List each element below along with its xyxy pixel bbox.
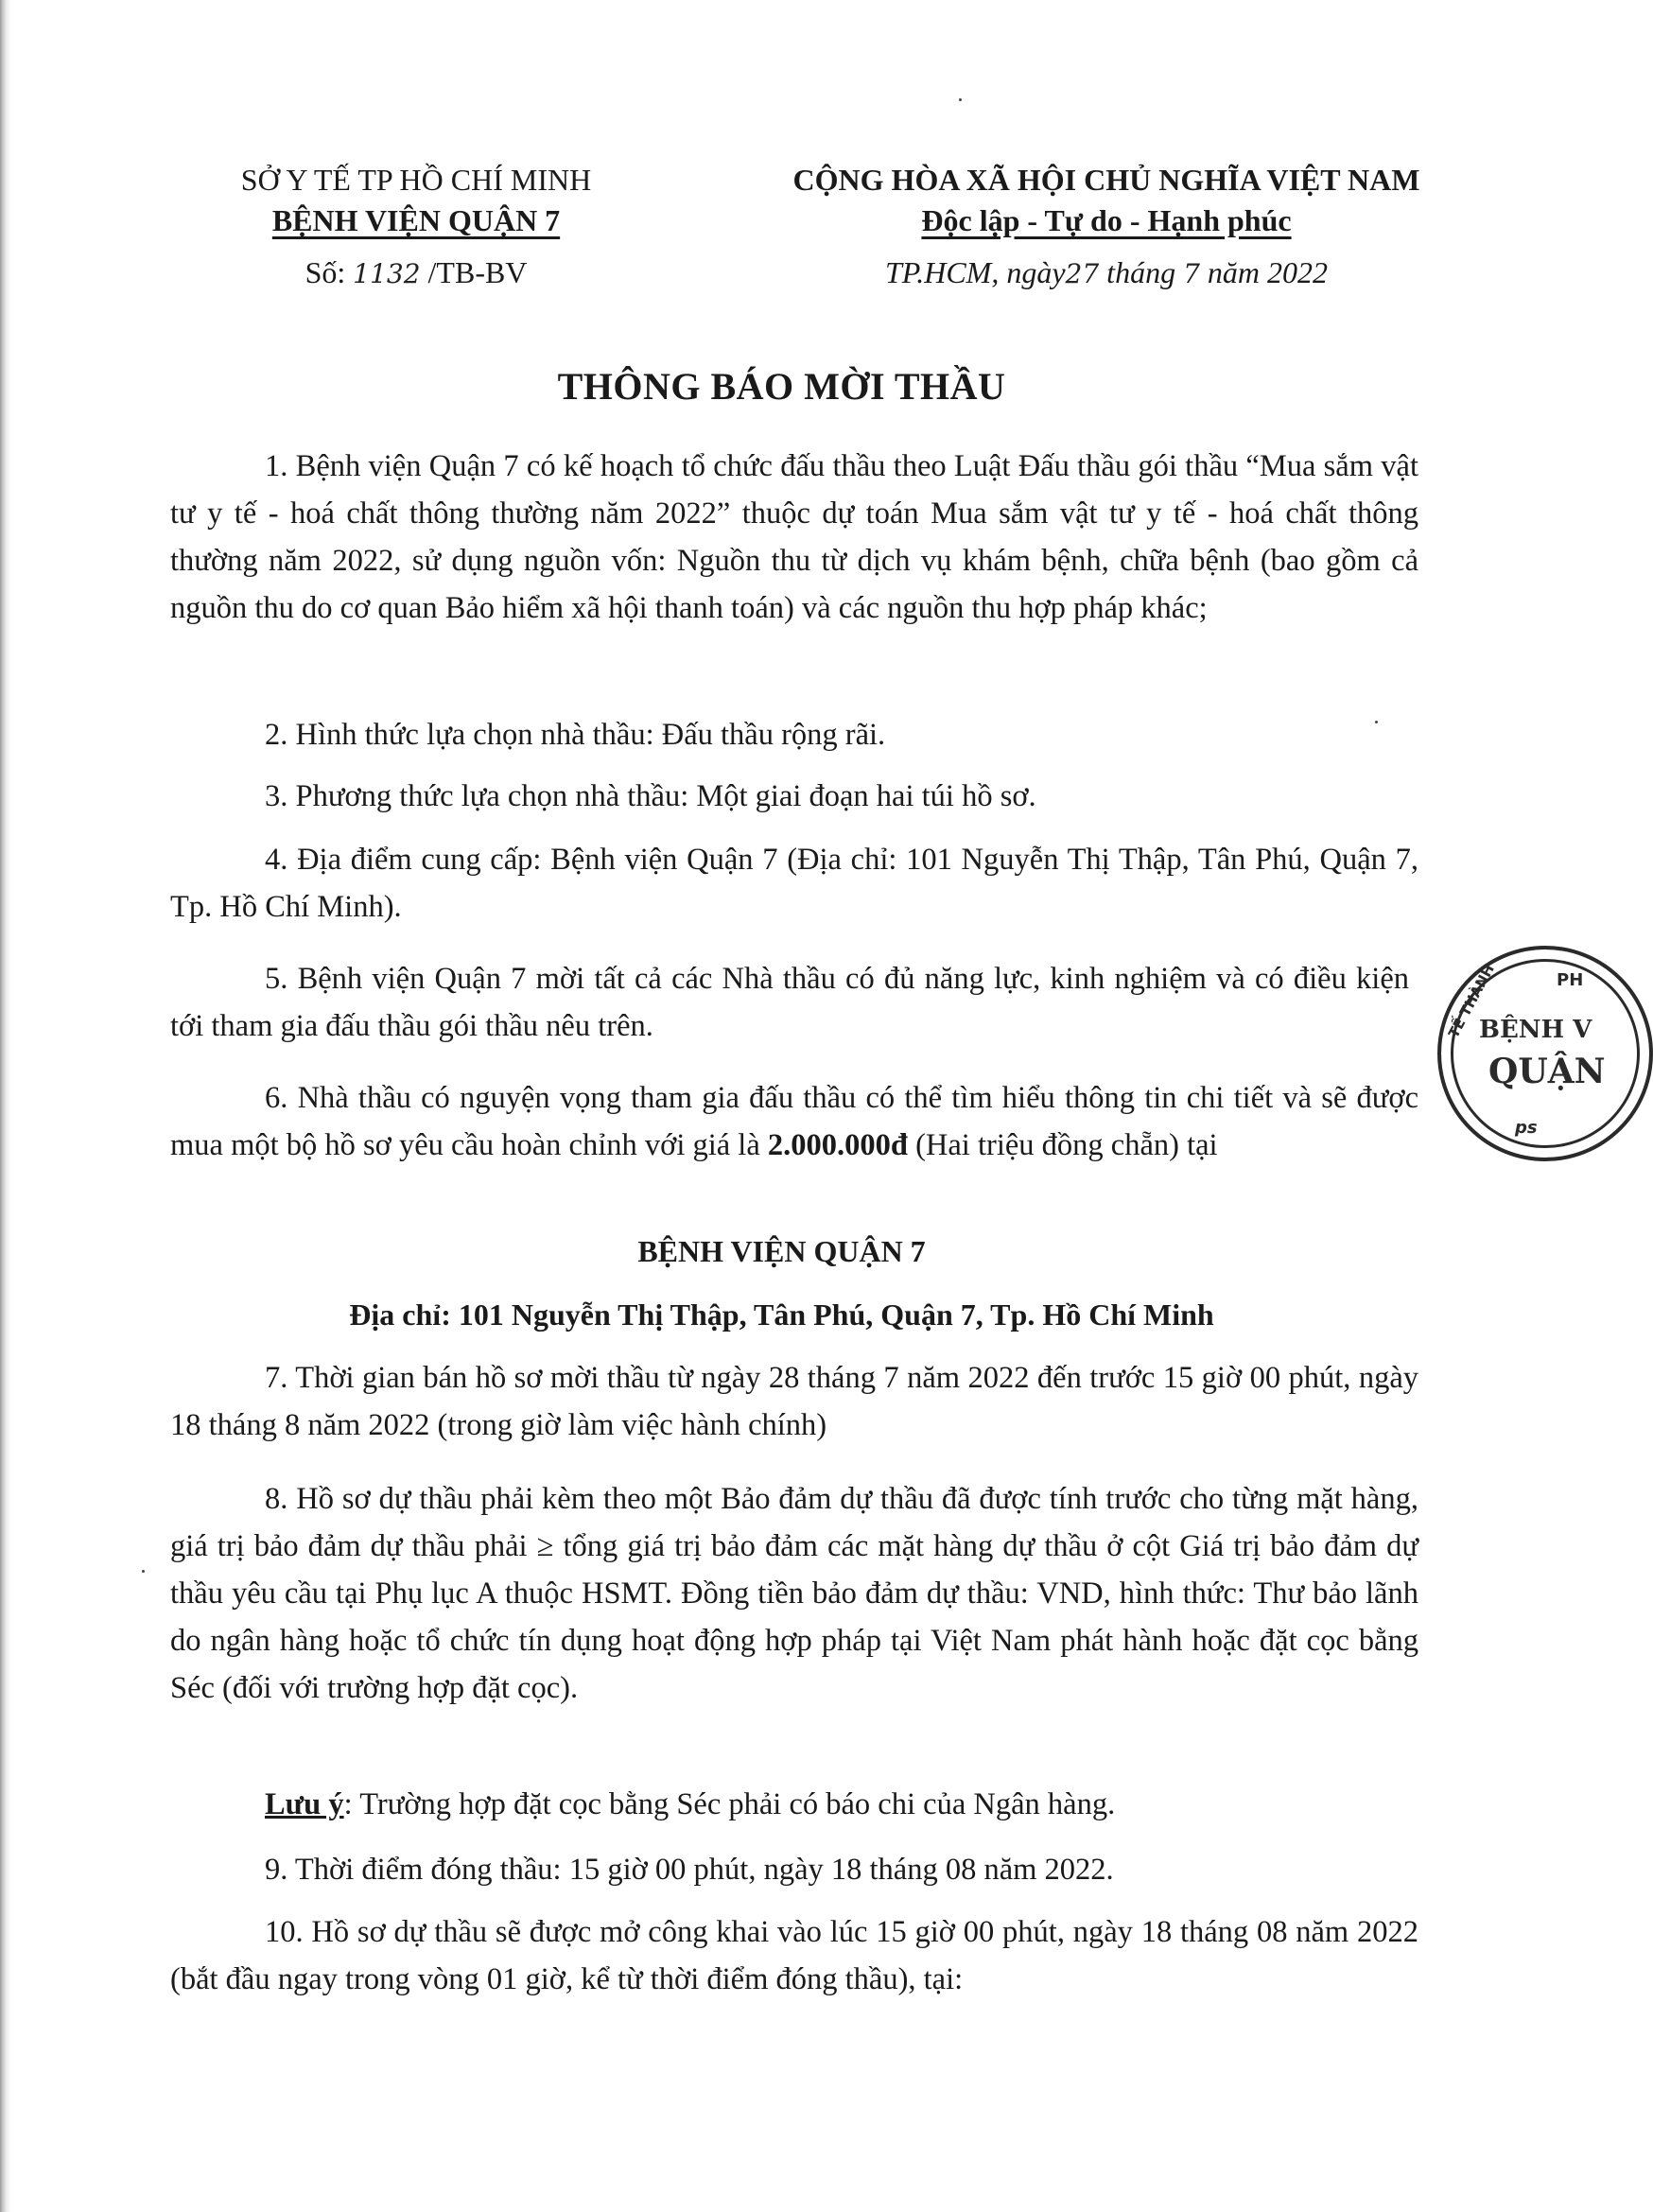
paragraph-8: 8. Hồ sơ dự thầu phải kèm theo một Bảo đảm dự thầu đã được tính trước cho từng mặt hàng, giá trị bảo đảm dự thầu phải ≥ tổng giá trị bảo đảm các mặt hàng dự thầu ở cột Giá trị bảo đảm dự thầu yêu cầu tại Phụ lục A thuộc HSMT. Đồng tiền bảo đảm dự thầu: VND, hình thức: Thư bảo lãnh do ngân hàng hoặc tổ chức tín dụng hoạt động hợp pháp tại Việt Nam phát hành hoặc đặt cọc bằng Séc (đối với trường hợp đặt cọc). — [170, 1482, 1418, 1705]
venue-address: Địa chỉ: 101 Nguyễn Thị Thập, Tân Phú, Quận 7, Tp. Hồ Chí Minh — [349, 1298, 1214, 1332]
paragraph-7: 7. Thời gian bán hồ sơ mời thầu từ ngày 28 tháng 7 năm 2022 đến trước 15 giờ 00 phút, ngày 18 tháng 8 năm 2022 (trong giờ làm việc hành chính) — [170, 1361, 1418, 1442]
national-motto-text: Độc lập - Tự do - Hạnh phúc — [921, 203, 1292, 237]
document-date — [747, 255, 1466, 290]
date-prefix: TP.HCM, ngày — [885, 255, 1066, 289]
seal-arc-text: TẾ THÀNH — [1445, 961, 1498, 1041]
paragraph-6-price: 2.000.000đ — [767, 1128, 908, 1162]
agency-name: SỞ Y TẾ TP HỒ CHÍ MINH — [240, 163, 592, 197]
venue-name: BỆNH VIỆN QUẬN 7 — [637, 1234, 926, 1268]
note-line — [265, 1781, 1418, 1828]
seal-center-line1: BỆNH V — [1479, 1016, 1592, 1044]
scan-edge — [0, 0, 11, 2212]
document-title: THÔNG BÁO MỜI THẦU — [557, 365, 1006, 408]
note-label: Lưu ý — [265, 1787, 344, 1821]
scan-speck — [959, 98, 962, 101]
date-month-handwritten: 7 — [1183, 258, 1200, 289]
paragraph-10: 10. Hồ sơ dự thầu sẽ được mở công khai vào lúc 15 giờ 00 phút, ngày 18 tháng 08 năm 2022 (bắt đầu ngay trong vòng 01 giờ, kể từ thời điểm đóng thầu), tại: — [170, 1915, 1418, 1996]
seal-top-text: PH — [1557, 970, 1584, 990]
national-title: CỘNG HÒA XÃ HỘI CHỦ NGHĨA VIỆT NAM — [792, 163, 1420, 197]
national-motto — [747, 203, 1466, 238]
document-number-suffix: /TB-BV — [427, 255, 528, 289]
paragraph-5: 5. Bệnh viện Quận 7 mời tất cả các Nhà thầu có đủ năng lực, kinh nghiệm và có điều kiện tới tham gia đấu thầu gói thầu nêu trên. — [170, 962, 1409, 1043]
hospital-name-text: BỆNH VIỆN QUẬN 7 — [271, 203, 561, 237]
document-number — [170, 255, 662, 290]
document-number-handwritten: 1132 — [353, 258, 421, 289]
paragraph-2: 2. Hình thức lựa chọn nhà thầu: Đấu thầu rộng rãi. — [265, 718, 886, 752]
paragraph-4: 4. Địa điểm cung cấp: Bệnh viện Quận 7 (Địa chỉ: 101 Nguyễn Thị Thập, Tân Phú, Quận 7, Tp. Hồ Chí Minh). — [170, 843, 1418, 924]
note-text: : Trường hợp đặt cọc bằng Séc phải có báo chi của Ngân hàng. — [343, 1787, 1116, 1821]
paragraph-6 — [170, 1074, 1418, 1169]
seal-bottom-text: ps — [1515, 1118, 1538, 1138]
document-number-prefix: Số: — [304, 255, 346, 289]
seal-center-line2: QUẬN — [1488, 1052, 1606, 1091]
official-seal — [1437, 946, 1653, 1161]
date-mid: tháng — [1106, 255, 1176, 289]
paragraph-1: 1. Bệnh viện Quận 7 có kế hoạch tổ chức đấu thầu theo Luật Đấu thầu gói thầu “Mua sắm vật tư y tế - hoá chất thông thường năm 2022” thuộc dự toán Mua sắm vật tư y tế - hoá chất thông thường năm 2022, sử dụng nguồn vốn: Nguồn thu từ dịch vụ khám bệnh, chữa bệnh (bao gồm cả nguồn thu do cơ quan Bảo hiểm xã hội thanh toán) và các nguồn thu hợp pháp khác; — [170, 449, 1418, 625]
paragraph-6-tail: (Hai triệu đồng chẵn) tại — [915, 1128, 1218, 1162]
paragraph-6-text: 6. Nhà thầu có nguyện vọng tham gia đấu thầu có thể tìm hiểu thông tin chi tiết và sẽ được mua một bộ hồ sơ yêu cầu hoàn chỉnh với giá là — [170, 1081, 1418, 1162]
date-suffix: năm 2022 — [1207, 255, 1328, 289]
hospital-name — [170, 203, 662, 238]
date-day-handwritten: 27 — [1065, 258, 1100, 289]
paragraph-3: 3. Phương thức lựa chọn nhà thầu: Một giai đoạn hai túi hồ sơ. — [265, 779, 1036, 813]
paragraph-9: 9. Thời điểm đóng thầu: 15 giờ 00 phút, ngày 18 tháng 08 năm 2022. — [265, 1853, 1114, 1887]
scan-speck — [142, 1570, 145, 1573]
